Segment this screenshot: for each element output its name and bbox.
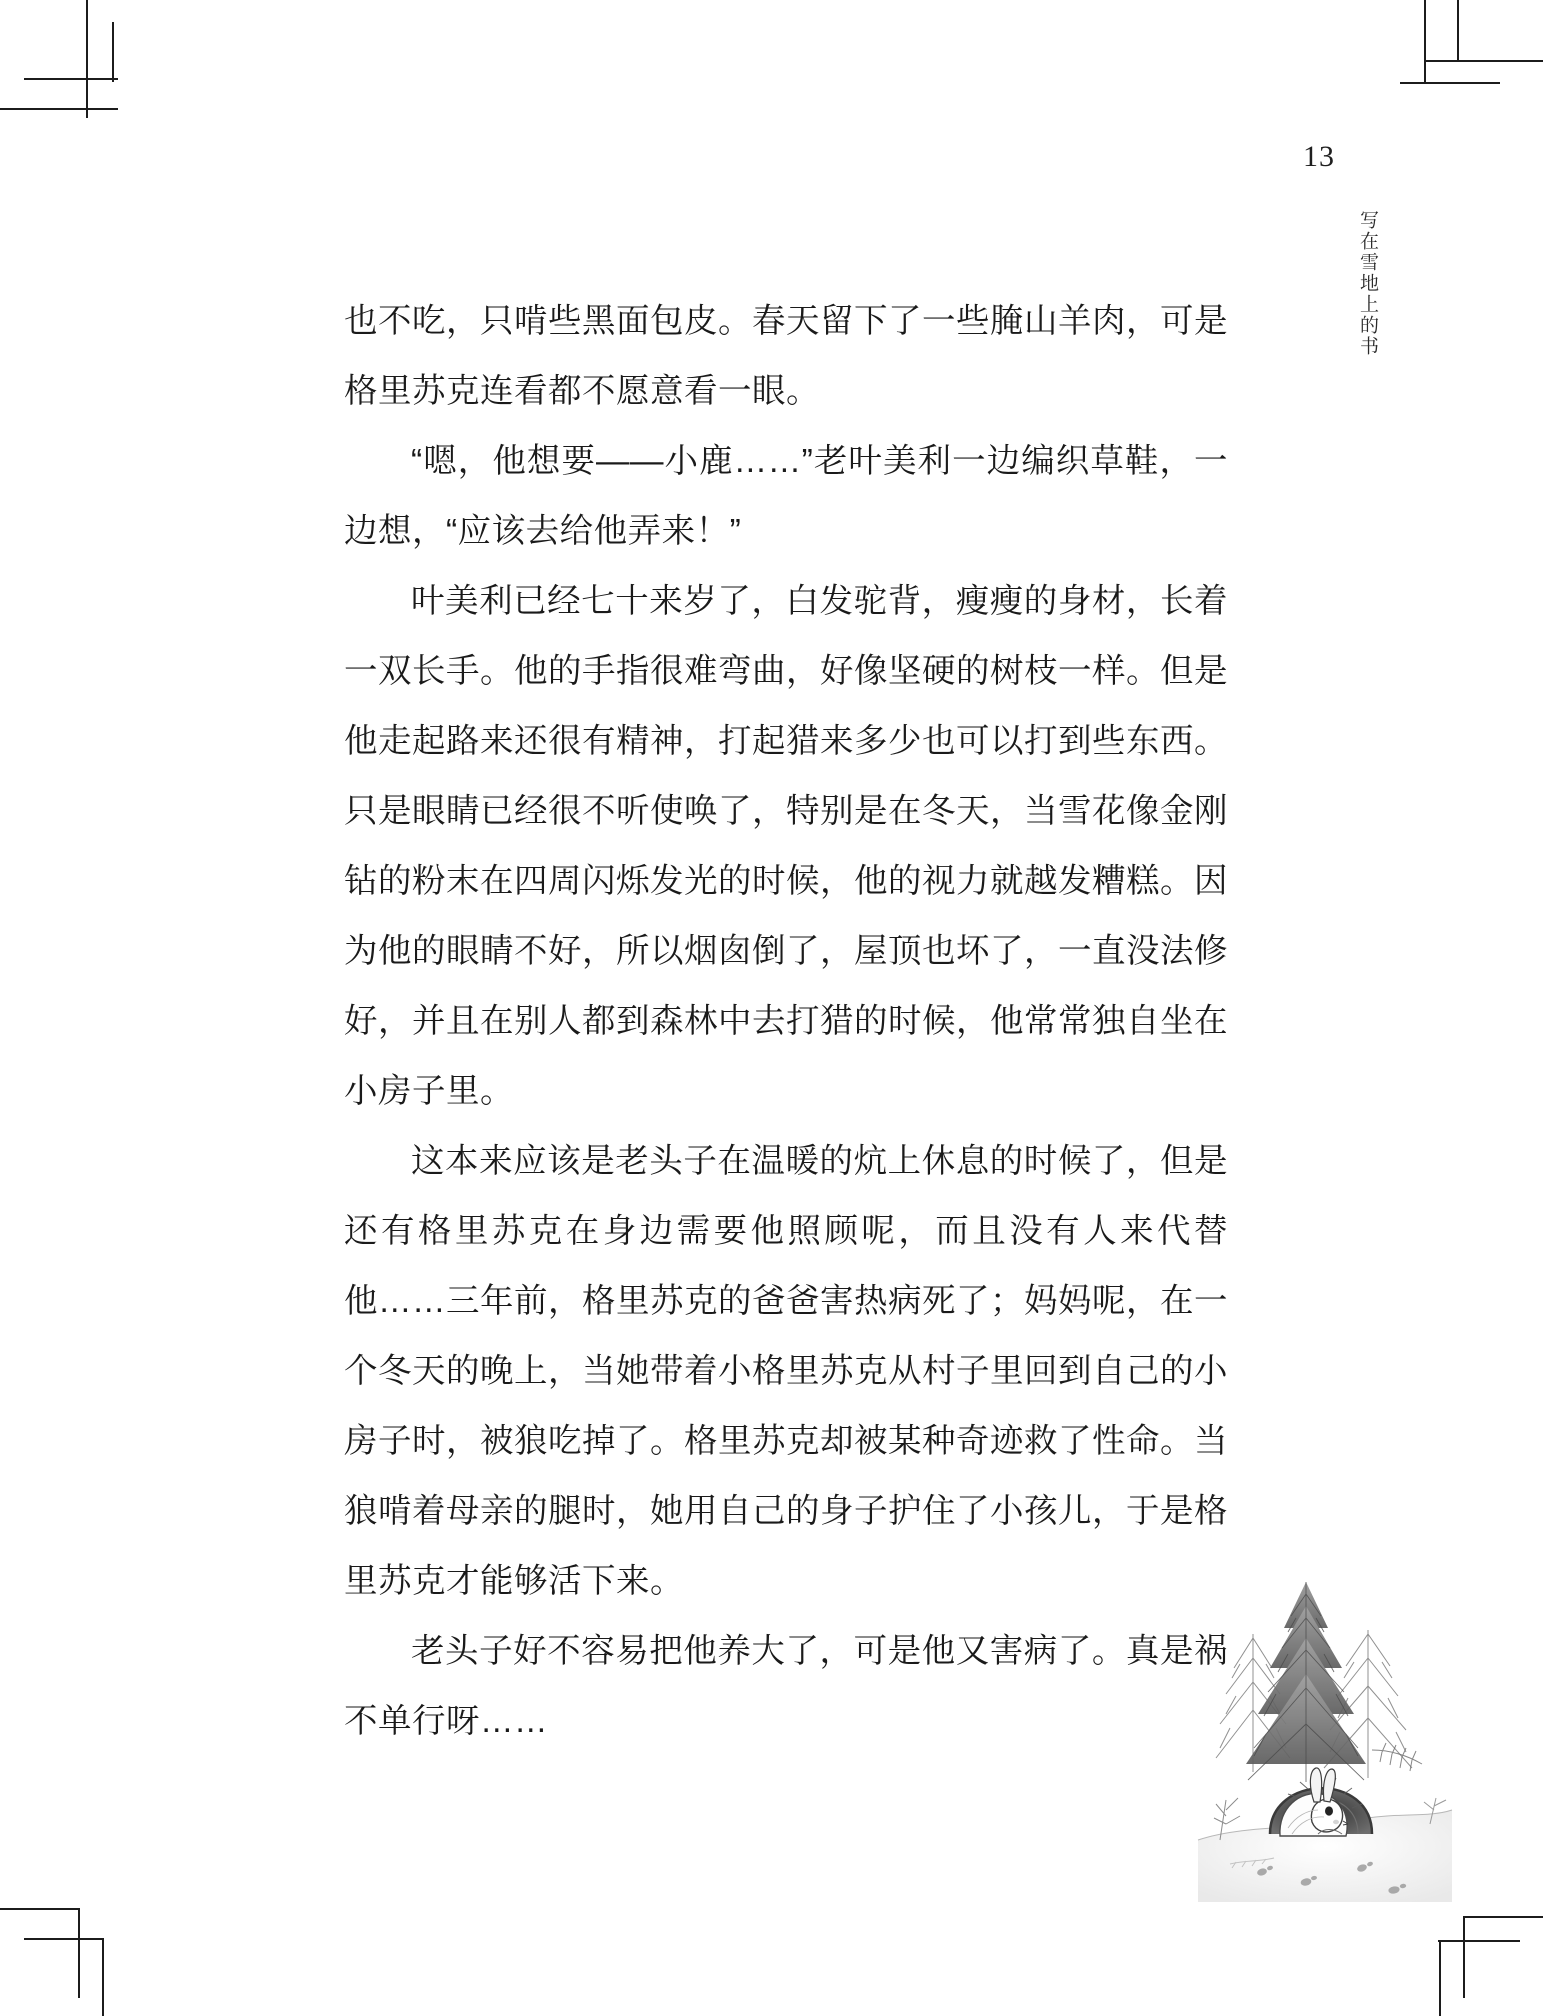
crop-mark-bottom-left	[0, 1886, 130, 2016]
paragraph: 老头子好不容易把他养大了，可是他又害病了。真是祸不单行呀……	[344, 1633, 1228, 1740]
page-number: 13	[1303, 140, 1335, 173]
running-head: 写在雪地上的书	[1357, 210, 1378, 357]
crop-mark-top-left	[0, 0, 130, 130]
crop-mark-top-right	[1400, 0, 1543, 140]
paragraph: 这本来应该是老头子在温暖的炕上休息的时候了，但是还有格里苏克在身边需要他照顾呢，而且没有人来代替他……三年前，格里苏克的爸爸害热病死了；妈妈呢，在一个冬天的晚上，当她带着小格里苏克从村子里回到自己的小房子时，被狼吃掉了。格里苏克却被某种奇迹救了性命。当狼啃着母亲的腿时，她用自己的身子护住了小孩儿，于是格里苏克才能够活下来。	[344, 1143, 1228, 1600]
body-text-column	[344, 287, 1228, 1757]
paragraph: 叶美利已经七十来岁了，白发驼背，瘦瘦的身材，长着一双长手。他的手指很难弯曲，好像坚硬的树枝一样。但是他走起路来还很有精神，打起猎来多少也可以打到些东西。只是眼睛已经很不听使唤了，特别是在冬天，当雪花像金刚钻的粉末在四周闪烁发光的时候，他的视力就越发糟糕。因为他的眼睛不好，所以烟囱倒了，屋顶也坏了，一直没法修好，并且在别人都到森林中去打猎的时候，他常常独自坐在小房子里。	[344, 583, 1228, 1110]
paragraph: 也不吃，只啃些黑面包皮。春天留下了一些腌山羊肉，可是格里苏克连看都不愿意看一眼。	[344, 303, 1228, 410]
rabbit-in-snow-illustration	[1196, 1572, 1454, 1902]
paragraph: “嗯，他想要——小鹿……”老叶美利一边编织草鞋，一边想，“应该去给他弄来！”	[344, 443, 1228, 550]
crop-mark-bottom-right	[1400, 1886, 1543, 2016]
